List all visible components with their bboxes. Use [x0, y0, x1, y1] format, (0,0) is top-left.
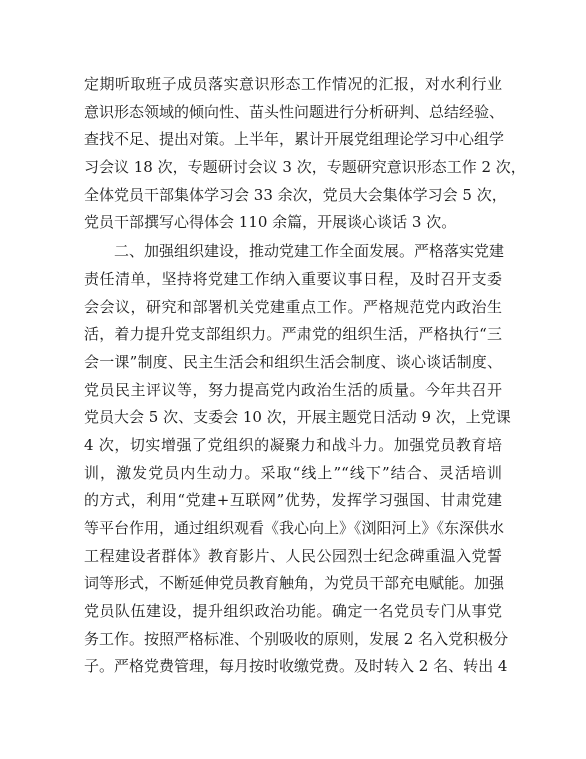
text-line: 党员大会 5 次、支委会 10 次，开展主题党日活动 9 次，上党课: [84, 408, 511, 427]
text-line: 定期听取班子成员落实意识形态工作情况的汇报，对水利行业: [84, 75, 502, 93]
text-line: 的方式，利用“党建+互联网”优势，发挥学习强国、甘肃党建: [84, 491, 502, 510]
text-line: 务工作。按照严格标准、个别吸收的原则，发展 2 名入党积极分: [84, 629, 509, 648]
text-line: 等平台作用，通过组织观看《我心向上》《浏阳河上》《东深供水: [84, 519, 505, 537]
text-line: 会会议，研究和部署机关党建重点工作。严格规范党内政治生: [84, 297, 502, 316]
text-line: 活，着力提升党支部组织力。严肃党的组织生活，严格执行“三: [84, 325, 502, 344]
text-line: 党员队伍建设，提升组织政治功能。确定一名党员专门从事党: [84, 602, 502, 621]
body-text: [84, 71, 526, 681]
text-line: 会一课”制度、民主生活会和组织生活会制度、谈心谈话制度、: [84, 352, 502, 371]
text-line: 训，激发党员内生动力。采取“线上”“线下”结合、灵活培训: [84, 463, 502, 482]
text-line: 工程建设者群体》教育影片、人民公园烈士纪念碑重温入党誓: [84, 546, 502, 565]
text-line: 责任清单，坚持将党建工作纳入重要议事日程，及时召开支委: [84, 269, 502, 288]
text-line: 意识形态领域的倾向性、苗头性问题进行分析研判、总结经验、: [84, 102, 505, 121]
text-line: 党员民主评议等，努力提高党内政治生活的质量。今年共召开: [84, 380, 502, 399]
text-line: 习会议 18 次，专题研讨会议 3 次，专题研究意识形态工作 2 次，: [84, 158, 526, 177]
text-line: 党员干部撰写心得体会 110 余篇，开展谈心谈话 3 次。: [84, 213, 457, 232]
text-line: 4 次，切实增强了党组织的凝聚力和战斗力。加强党员教育培: [84, 435, 502, 454]
text-line: 全体党员干部集体学习会 33 余次，党员大会集体学习会 5 次，: [84, 185, 507, 204]
text-line: 子。严格党费管理，每月按时收缴党费。及时转入 2 名、转出 4: [84, 657, 508, 676]
section-heading-line: 二、加强组织建设，推动党建工作全面发展。严格落实党建: [84, 242, 505, 261]
text-line: 词等形式，不断延伸党员教育触角，为党员干部充电赋能。加强: [84, 574, 505, 593]
text-line: 查找不足、提出对策。上半年，累计开展党组理论学习中心组学: [84, 130, 505, 149]
